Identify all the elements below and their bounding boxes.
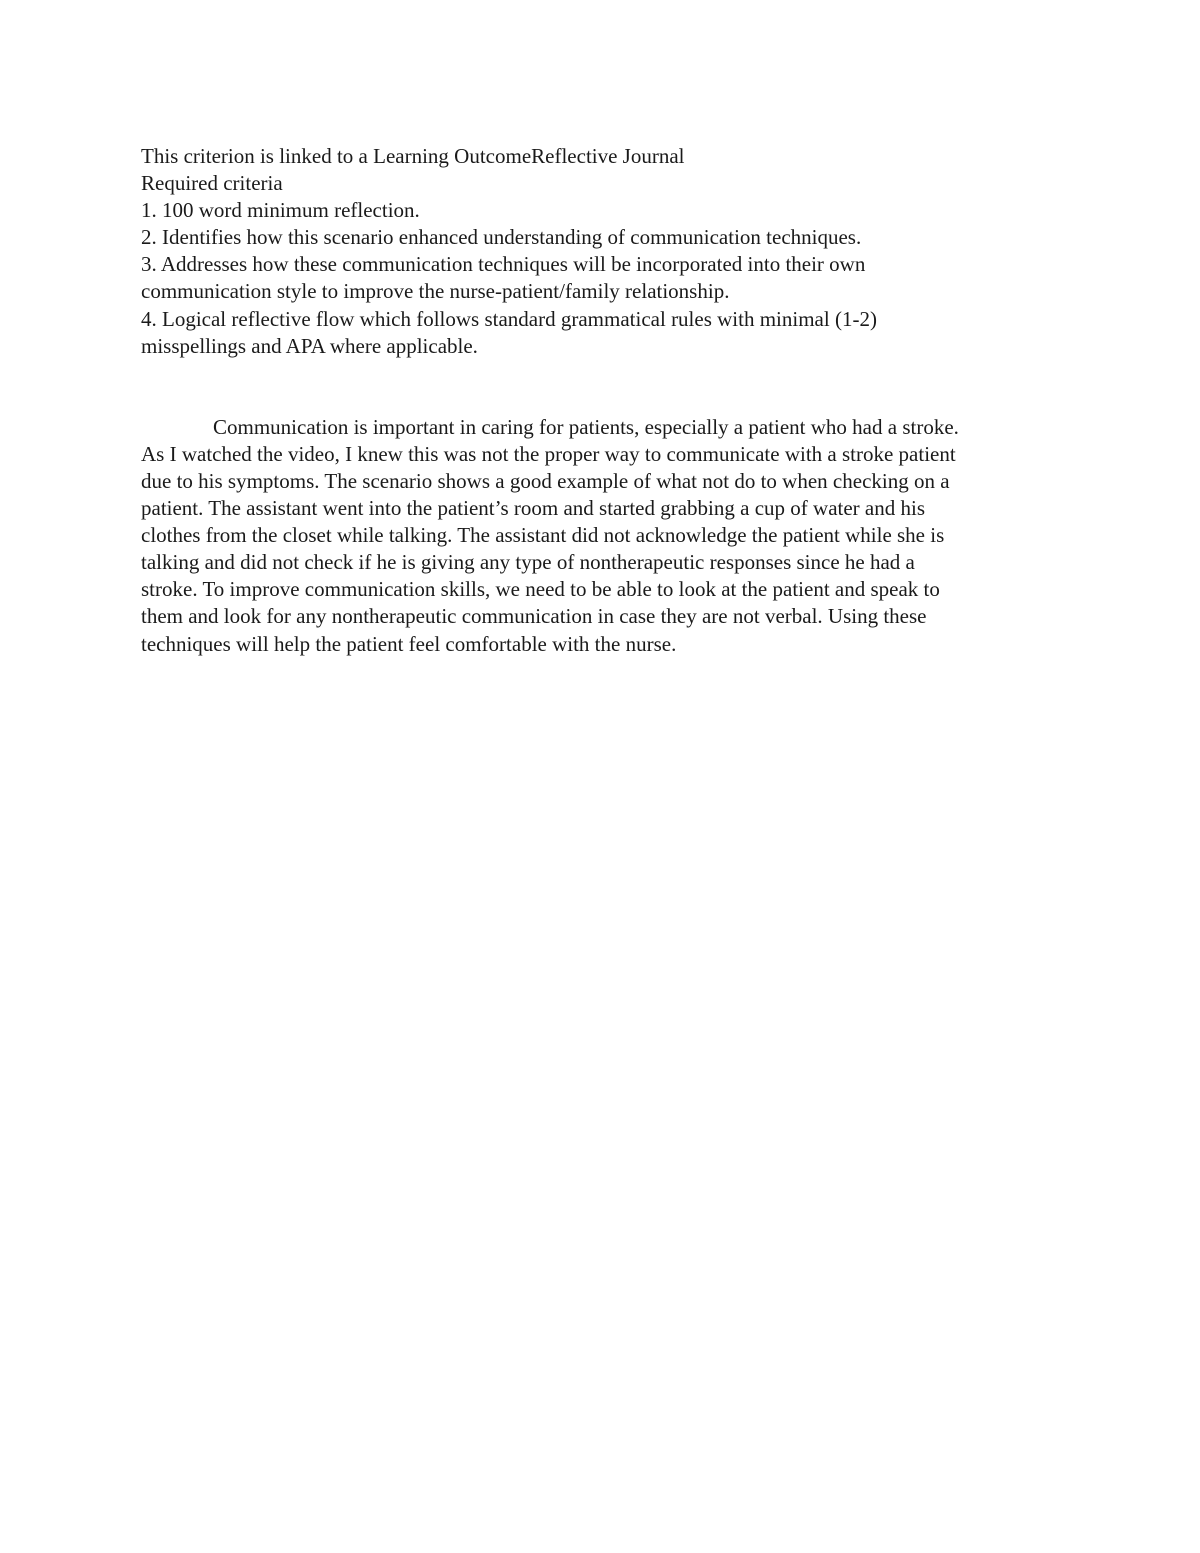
reflection-line: Communication is important in caring for patients, especially a patient who had a stroke. — [213, 414, 959, 439]
criteria-subheading: Required criteria — [141, 171, 283, 196]
criteria-item-3: 3. Addresses how these communication techniques will be incorporated into their own — [141, 252, 866, 277]
reflection-line: stroke. To improve communication skills, we need to be able to look at the patient and speak to — [141, 577, 940, 602]
criteria-item-4: 4. Logical reflective flow which follows standard grammatical rules with minimal (1-2) — [141, 306, 877, 331]
reflection-line: techniques will help the patient feel comfortable with the nurse. — [141, 631, 677, 656]
criteria-item-1: 1. 100 word minimum reflection. — [141, 198, 420, 223]
criteria-item-4-continued: misspellings and APA where applicable. — [141, 333, 478, 358]
criteria-item-3-continued: communication style to improve the nurse-patient/family relationship. — [141, 279, 730, 304]
reflection-line: patient. The assistant went into the patient’s room and started grabbing a cup of water and his — [141, 496, 925, 521]
reflection-line: As I watched the video, I knew this was not the proper way to communicate with a stroke patient — [141, 441, 956, 466]
document-content — [141, 143, 1071, 658]
reflection-paragraph — [141, 414, 1071, 658]
reflection-line: talking and did not check if he is giving any type of nontherapeutic responses since he had a — [141, 550, 915, 575]
criteria-item-2: 2. Identifies how this scenario enhanced understanding of communication techniques. — [141, 225, 862, 250]
reflection-line: them and look for any nontherapeutic communication in case they are not verbal. Using these — [141, 604, 927, 629]
criteria-section — [141, 143, 1071, 360]
reflection-line: due to his symptoms. The scenario shows a good example of what not do to when checking on a — [141, 468, 950, 493]
reflection-line: clothes from the closet while talking. The assistant did not acknowledge the patient while she is — [141, 523, 945, 548]
criteria-heading: This criterion is linked to a Learning OutcomeReflective Journal — [141, 144, 685, 168]
